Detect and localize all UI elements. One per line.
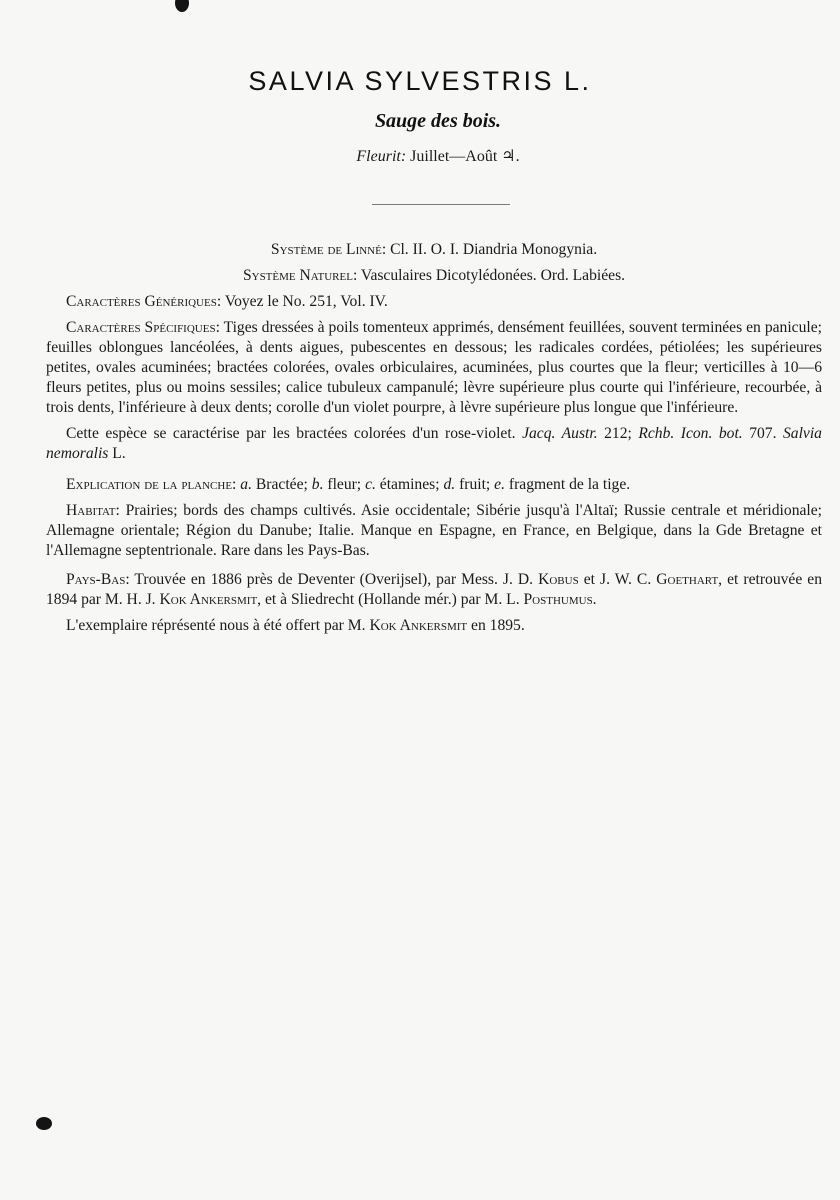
page-title: SALVIA SYLVESTRIS L. <box>248 66 592 96</box>
naturel-section <box>46 266 822 286</box>
letter-e: e. <box>494 476 505 493</box>
habitat-text: Prairies; bords des champs cultivés. Asie occidentale; Sibérie jusqu'à l'Altaï; Russie centrale et méridionale; Allemagne orientale; Région du Danube; Italie. Manque en Espagne, en France, en Belgique, dans la Gde Bretagne et l'Allemagne septentrionale. Rare dans les Pays-Bas. <box>46 502 822 559</box>
letter-c: c. <box>365 476 376 493</box>
ref-rchb-num: 707. <box>749 425 777 442</box>
name-kobus: Kobus <box>538 571 579 588</box>
linne-label: Système de Linné: <box>270 241 387 258</box>
specifiques-label: Caractères Spécifiques: <box>66 319 220 336</box>
generiques-label: Caractères Génériques: <box>66 293 222 310</box>
paysbas-text-a: Trouvée en 1886 près de Deventer (Overijsel), par Mess. J. D. <box>134 571 534 588</box>
paysbas-section <box>46 570 822 610</box>
item-e: fragment de la tige. <box>508 476 631 493</box>
letter-d: d. <box>443 476 456 493</box>
item-d: fruit; <box>459 476 491 493</box>
linne-text: Cl. II. O. I. Diandria Monogynia. <box>390 241 598 258</box>
ink-blot <box>36 1117 52 1130</box>
description <box>46 240 822 636</box>
name-posthumus: Posthumus. <box>523 591 597 608</box>
explication-section <box>46 475 822 495</box>
exemplaire-section <box>46 616 822 636</box>
flowering-period <box>0 146 840 166</box>
name-kok-ankersmit: Kok Ankersmit, <box>159 591 262 608</box>
espece-section <box>46 424 822 464</box>
synonym-author: L. <box>112 445 126 462</box>
paysbas-text-b: et J. W. C. <box>583 571 652 588</box>
letter-b: b. <box>311 476 324 493</box>
exemplaire-text-b: en 1895. <box>471 617 525 634</box>
paysbas-text-d: et à Sliedrecht (Hollande mér.) par M. L. <box>264 591 520 608</box>
name-goethart: Goethart, <box>656 571 723 588</box>
paysbas-label: Pays-Bas: <box>66 571 130 588</box>
item-c: étamines; <box>379 476 440 493</box>
explication-label: Explication de la planche: <box>66 476 237 493</box>
naturel-text: Vasculaires Dicotylédonées. Ord. Labiées. <box>360 267 626 284</box>
ref-jacq-num: 212; <box>604 425 632 442</box>
item-b: fleur; <box>327 476 362 493</box>
exemplaire-text-a: L'exemplaire réprésenté nous à été offert par M. <box>66 617 366 634</box>
ink-blot <box>175 0 189 12</box>
generiques-section <box>46 292 822 312</box>
paysbas-text-c: et retrouvée en 1894 par M. H. J. <box>46 571 822 608</box>
habitat-label: Habitat: <box>66 502 120 519</box>
flowering-label: Fleurit: <box>356 148 407 165</box>
divider <box>372 204 510 205</box>
letter-a: a. <box>240 476 252 493</box>
linne-section <box>46 240 822 260</box>
specifiques-text: Tiges dressées à poils tomenteux apprimés, densément feuillées, souvent terminées en panicule; feuilles oblongues lancéolées, à dents aigues, pubescentes en dessous; les radicales cordées, pétiolées; les supérieures petites, ovales acuminées; bractées colorées, ovales orbiculaires, acuminées, plus courtes que la fleur; verticilles à 10—6 fleurs petites, plus ou moins sessiles; calice tubuleux campanulé; lèvre supérieure plus courte qui l'inférieure, recourbée, à trois dents, l'inférieure à deux dents; corolle d'un violet pourpre, à lèvre supérieure plus longue que l'inférieure. <box>46 319 822 416</box>
flowering-value: Juillet—Août ♃. <box>410 148 520 165</box>
generiques-text: Voyez le No. 251, Vol. IV. <box>224 293 388 310</box>
specifiques-section <box>46 318 822 418</box>
naturel-label: Système Naturel: <box>242 267 358 284</box>
name-kok-ankersmit-2: Kok Ankersmit <box>369 617 468 634</box>
espece-text: Cette espèce se caractérise par les bractées colorées d'un rose-violet. <box>66 425 516 442</box>
ref-jacq: Jacq. Austr. <box>522 425 598 442</box>
ref-rchb: Rchb. Icon. bot. <box>638 425 743 442</box>
item-a: Bractée; <box>255 476 308 493</box>
common-name: Sauge des bois. <box>374 110 502 132</box>
synonym: Salvia nemoralis <box>46 425 822 462</box>
habitat-section <box>46 501 822 561</box>
